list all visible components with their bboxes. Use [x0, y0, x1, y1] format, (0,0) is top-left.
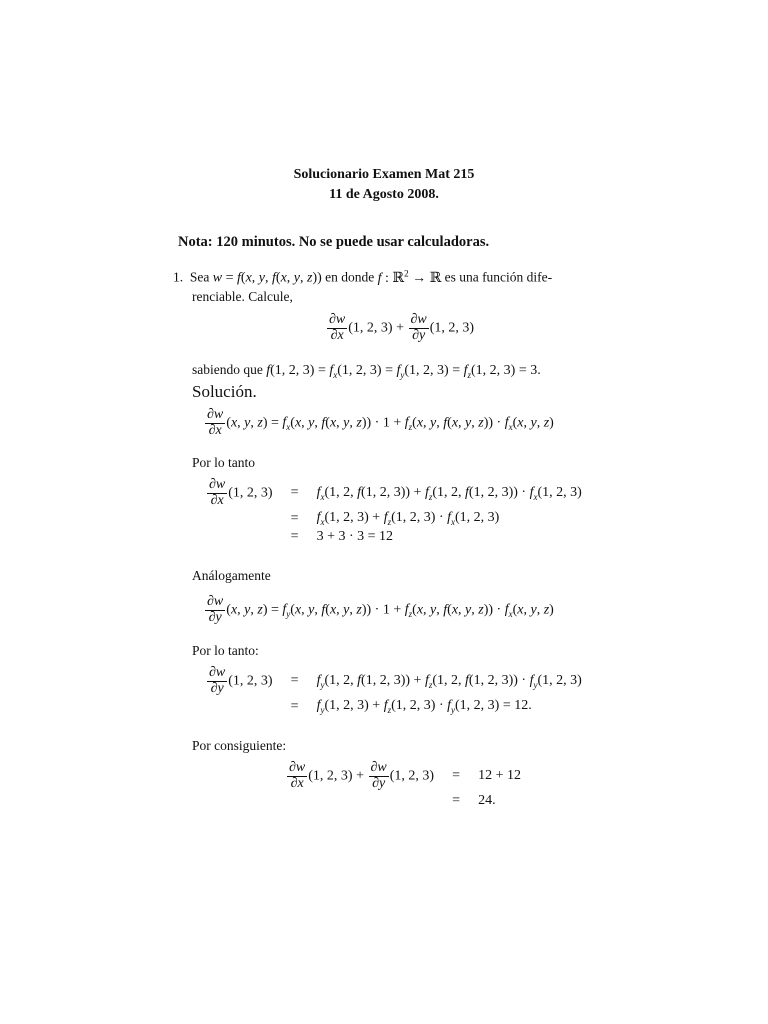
document-title: Solucionario Examen Mat 215 [293, 167, 475, 182]
analogamente-label: Análogamente [192, 568, 271, 583]
dwdx-result: 3 + 3 · 3 = 12 [316, 529, 394, 545]
por-lo-tanto-2: Por lo tanto: [192, 643, 259, 658]
given-values: sabiendo que f(1, 2, $3) = f_x(1$, 2, $3) = f_y(1$, 2, $3) = f_z(1$, 2, 3) = 3. [192, 362, 541, 380]
por-lo-tanto-1: Por lo tanto [192, 455, 255, 470]
dwdx-evaluation: $\frac{\partial w}{\partial x}$ (1, 2, 3) = $f_x(1$, 2, f(1, 2, $3)) + f_z(1$, 2, f(1, 2, $3)) \cdot f_x(1$, 2, 3) = $f_x(1$, 2, $3) + f_z(1$, 2, $3) \cdot f_x(1$, 2, 3) = 3 + 3 · 3 = 12 [209, 477, 582, 545]
target-expression: $\frac{\partial w}{\partial x}$ (1, 2, 3) + $\frac{\partial w}{\partial y}$ (1, 2, 3) [329, 312, 475, 343]
problem-number: 1. [173, 269, 184, 285]
final-sum: $\frac{\partial w}{\partial x}$ (1, 2, 3) + $\frac{\partial w}{\partial y}$ (1, 2, 3) = 12 + 12 = 24. [289, 760, 521, 809]
document-date: 11 de Agosto 2008. [329, 187, 439, 202]
dwdx-general-formula: $\frac{\partial w}{\partial x}$ (x, y, $z) = f_x(x$, y, f(x, y, $z)) \cdot 1 + f_z(x$, y, f(x, y, $z)) \cdot f_x(x$, y, z) [207, 407, 554, 438]
problem-line-2: renciable. Calcule, [192, 289, 293, 304]
sum-line-1: 12 + 12 [478, 768, 521, 784]
solution-heading: Solución. [192, 382, 257, 401]
por-consiguiente: Por consiguiente: [192, 738, 287, 753]
dwdy-general-formula: $\frac{\partial w}{\partial y}$ (x, y, $z) = f_y(x$, y, f(x, y, $z)) \cdot 1 + f_z(x$, y, f(x, y, $z)) \cdot f_x(x$, y, z) [207, 594, 554, 625]
problem-line-1: 1. Sea w = f(x, y, f(x, y, z)) en donde f : ℝ$^2$ → ℝ es una función dife- [173, 268, 553, 286]
exam-note: Nota: 120 minutos. No se puede usar calculadoras. [178, 234, 490, 250]
dwdy-result: 12. [514, 698, 532, 714]
function-definition: w = f(x, y, f(x, y, z)) [212, 270, 322, 286]
dwdy-evaluation: $\frac{\partial w}{\partial y}$ (1, 2, 3) = $f_y(1$, 2, f(1, 2, $3)) + f_z(1$, 2, f(1, 2, $3)) \cdot f_y(1$, 2, 3) = $f_y(1$, 2, $3) + f_z(1$, 2, $3) \cdot f_y(1$, 2, 3) = 12. [209, 665, 582, 716]
function-domain: f : ℝ$^2$ → ℝ [377, 268, 442, 286]
sum-line-2: 24. [478, 793, 496, 809]
